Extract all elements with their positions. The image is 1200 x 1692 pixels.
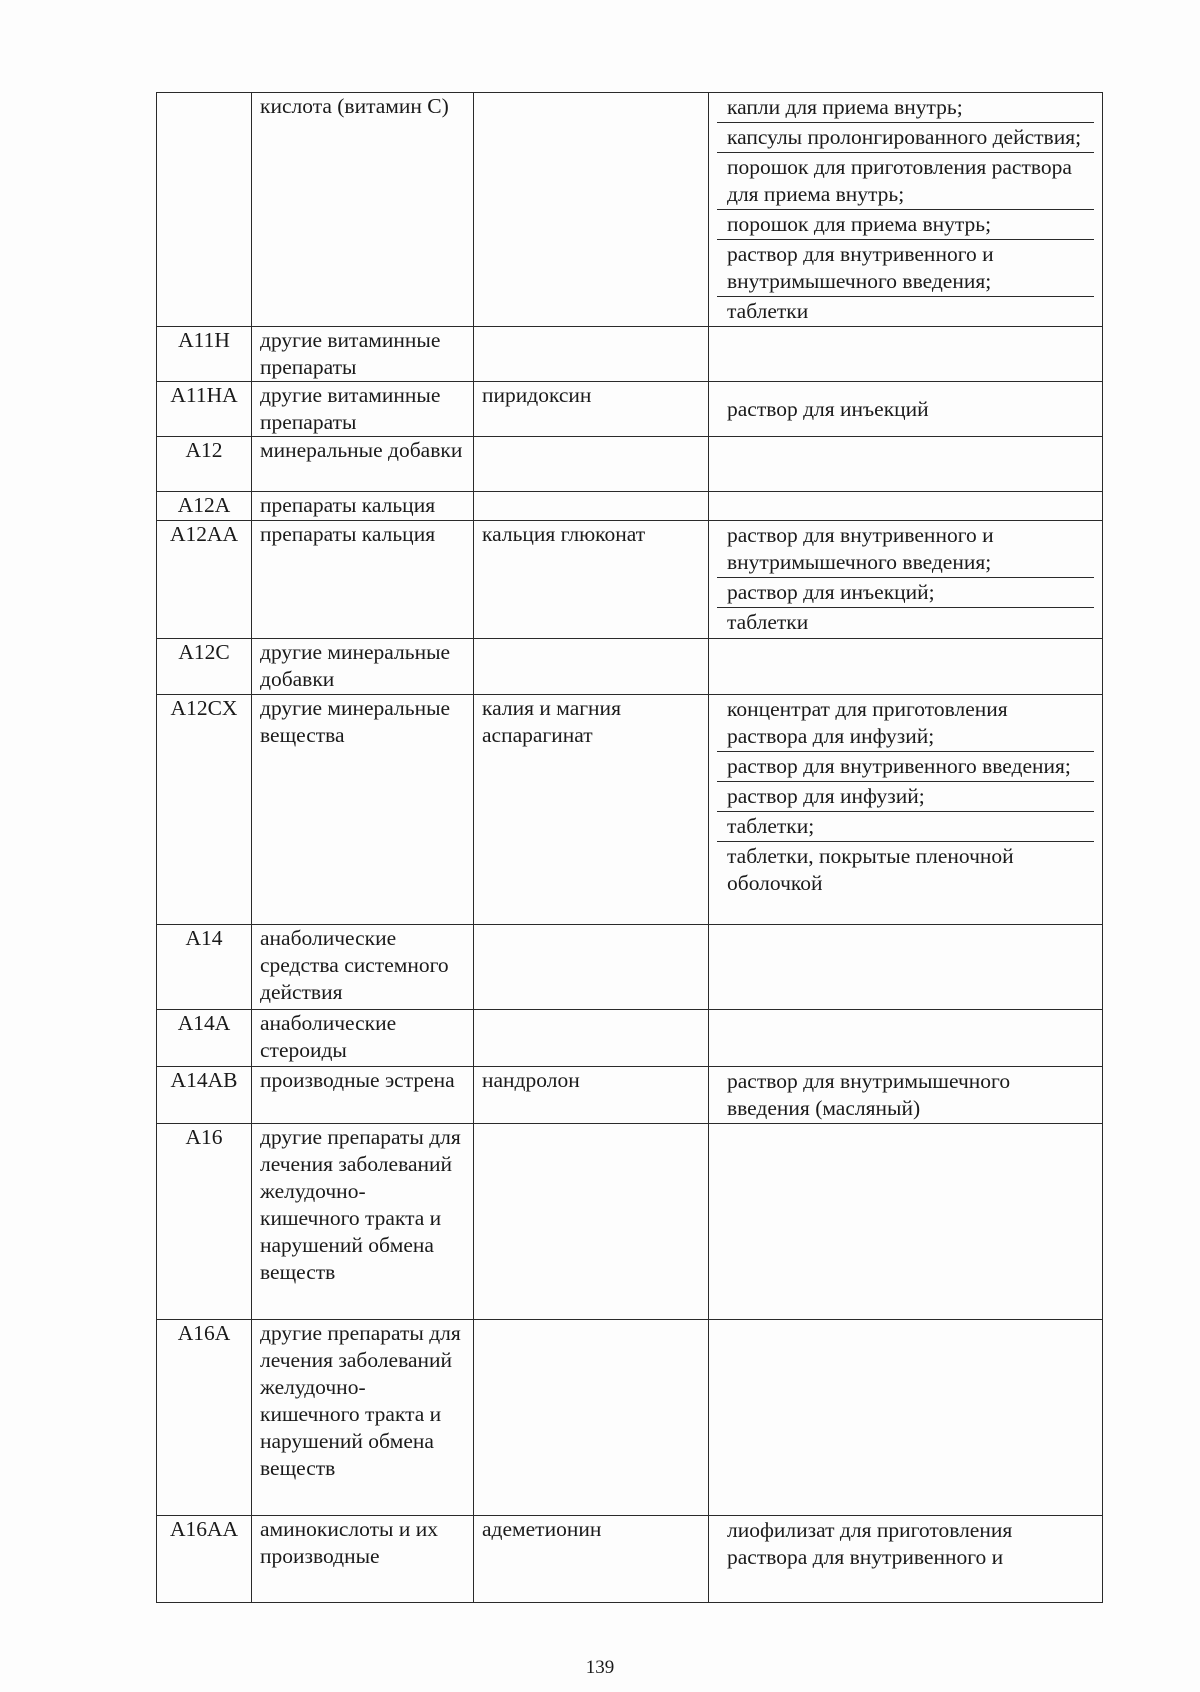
dosage-form-item: раствор для внутривенного и внутримышечного введения; bbox=[717, 521, 1094, 578]
drug-name-cell: пиридоксин bbox=[474, 382, 709, 437]
drug-name-cell: кальция глюконат bbox=[474, 521, 709, 639]
dosage-form-item: порошок для приема внутрь; bbox=[717, 210, 1094, 240]
group-name-cell: другие витаминные препараты bbox=[252, 382, 474, 437]
atc-code-cell: A14 bbox=[157, 925, 252, 1010]
dosage-form-item: лиофилизат для приготовления раствора для внутривенного и bbox=[727, 1518, 1013, 1569]
dosage-forms-cell bbox=[709, 521, 1103, 639]
atc-code-cell: A11HA bbox=[157, 382, 252, 437]
dosage-forms-cell bbox=[709, 492, 1103, 521]
table-row bbox=[157, 925, 1103, 1010]
dosage-form-item: таблетки; bbox=[717, 812, 1094, 842]
table-row bbox=[157, 1516, 1103, 1603]
dosage-forms-cell bbox=[709, 327, 1103, 382]
dosage-forms-cell bbox=[709, 1320, 1103, 1516]
drug-name-cell bbox=[474, 1124, 709, 1320]
drug-name-cell: нандролон bbox=[474, 1067, 709, 1124]
page-number: 139 bbox=[585, 1657, 615, 1678]
table-row bbox=[157, 695, 1103, 925]
dosage-form-item: раствор для инъекций; bbox=[717, 578, 1094, 608]
dosage-forms-cell bbox=[709, 695, 1103, 925]
group-name-cell: другие препараты для лечения заболеваний желудочно-кишечного тракта и нарушений обмена веществ bbox=[252, 1320, 474, 1516]
table-row bbox=[157, 492, 1103, 521]
drug-name-cell bbox=[474, 1010, 709, 1067]
drug-name-cell bbox=[474, 327, 709, 382]
dosage-forms-cell bbox=[709, 437, 1103, 492]
dosage-form-item: раствор для внутривенного и внутримышечного введения; bbox=[717, 240, 1094, 297]
dosage-form-item: таблетки bbox=[727, 610, 809, 634]
dosage-forms-cell bbox=[709, 639, 1103, 695]
group-name-cell: анаболические средства системного действия bbox=[252, 925, 474, 1010]
atc-code-cell: A16 bbox=[157, 1124, 252, 1320]
group-name-cell: другие минеральные добавки bbox=[252, 639, 474, 695]
atc-code-cell: A12 bbox=[157, 437, 252, 492]
table-row bbox=[157, 382, 1103, 437]
table-row bbox=[157, 93, 1103, 327]
dosage-form-item: порошок для приготовления раствора для приема внутрь; bbox=[717, 153, 1094, 210]
drug-name-cell bbox=[474, 925, 709, 1010]
table-row bbox=[157, 1010, 1103, 1067]
group-name-cell: производные эстрена bbox=[252, 1067, 474, 1124]
group-name-cell: аминокислоты и их производные bbox=[252, 1516, 474, 1603]
drug-name-cell: калия и магния аспарагинат bbox=[474, 695, 709, 925]
drug-name-cell bbox=[474, 639, 709, 695]
group-name-cell: препараты кальция bbox=[252, 492, 474, 521]
dosage-forms-cell bbox=[709, 93, 1103, 327]
dosage-form-item: раствор для инъекций bbox=[727, 396, 929, 421]
table-row bbox=[157, 437, 1103, 492]
atc-code-cell: A11H bbox=[157, 327, 252, 382]
dosage-forms-cell bbox=[709, 1516, 1103, 1603]
dosage-forms-cell bbox=[709, 1010, 1103, 1067]
dosage-form-item: капли для приема внутрь; bbox=[717, 93, 1094, 123]
dosage-forms-cell bbox=[709, 382, 1103, 437]
table-row bbox=[157, 1320, 1103, 1516]
drug-name-cell: адеметионин bbox=[474, 1516, 709, 1603]
drug-name-cell bbox=[474, 93, 709, 327]
drug-table bbox=[156, 92, 1103, 1603]
table-row bbox=[157, 1124, 1103, 1320]
dosage-form-item: таблетки bbox=[727, 299, 809, 323]
group-name-cell: другие минеральные вещества bbox=[252, 695, 474, 925]
atc-code-cell: A12A bbox=[157, 492, 252, 521]
dosage-forms-cell bbox=[709, 1067, 1103, 1124]
table-body bbox=[157, 93, 1103, 1603]
group-name-cell: другие препараты для лечения заболеваний желудочно-кишечного тракта и нарушений обмена веществ bbox=[252, 1124, 474, 1320]
drug-name-cell bbox=[474, 437, 709, 492]
group-name-cell: минеральные добавки bbox=[252, 437, 474, 492]
group-name-cell: препараты кальция bbox=[252, 521, 474, 639]
dosage-form-item: капсулы пролонгированного действия; bbox=[717, 123, 1094, 153]
atc-code-cell: A12C bbox=[157, 639, 252, 695]
dosage-form-item: раствор для инфузий; bbox=[717, 782, 1094, 812]
atc-code-cell: A12AA bbox=[157, 521, 252, 639]
dosage-form-item: концентрат для приготовления раствора для инфузий; bbox=[717, 695, 1094, 752]
group-name-cell: другие витаминные препараты bbox=[252, 327, 474, 382]
group-name-cell: кислота (витамин С) bbox=[252, 93, 474, 327]
atc-code-cell: A14AB bbox=[157, 1067, 252, 1124]
atc-code-cell: A16A bbox=[157, 1320, 252, 1516]
table-row bbox=[157, 327, 1103, 382]
dosage-form-item: раствор для внутримышечного введения (масляный) bbox=[727, 1069, 1011, 1120]
dosage-forms-cell bbox=[709, 925, 1103, 1010]
atc-code-cell: A16AA bbox=[157, 1516, 252, 1603]
table-row bbox=[157, 521, 1103, 639]
group-name-cell: анаболические стероиды bbox=[252, 1010, 474, 1067]
drug-name-cell bbox=[474, 1320, 709, 1516]
dosage-forms-cell bbox=[709, 1124, 1103, 1320]
table-row bbox=[157, 639, 1103, 695]
dosage-form-item: раствор для внутривенного введения; bbox=[717, 752, 1094, 782]
dosage-form-item: таблетки, покрытые пленочной оболочкой bbox=[727, 844, 1014, 895]
atc-code-cell bbox=[157, 93, 252, 327]
atc-code-cell: A12CX bbox=[157, 695, 252, 925]
atc-code-cell: A14A bbox=[157, 1010, 252, 1067]
table-row bbox=[157, 1067, 1103, 1124]
drug-name-cell bbox=[474, 492, 709, 521]
